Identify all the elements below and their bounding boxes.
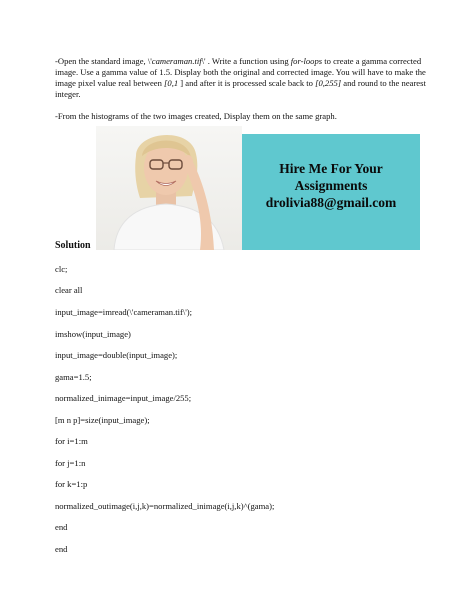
code-line: clc; — [55, 264, 68, 274]
question-text-2: \' . Write a function using — [201, 56, 291, 66]
code-line: clear all — [55, 285, 83, 295]
woman-photo-illustration — [96, 126, 242, 250]
code-line: normalized_outimage(i,j,k)=normalized_inimage(i,j,k)^(gama); — [55, 501, 275, 511]
filename-italic: cameraman.tif — [151, 56, 202, 66]
code-line: normalized_inimage=input_image/255; — [55, 393, 192, 403]
code-line: input_image=double(input_image); — [55, 350, 178, 360]
for-loops-italic: for-loops — [290, 56, 323, 66]
code-line: gama=1.5; — [55, 372, 92, 382]
code-line: end — [55, 544, 68, 554]
range-0255-italic: [0,255] — [315, 78, 342, 88]
code-line: end — [55, 522, 68, 532]
woman-photo — [96, 126, 242, 250]
code-line: for j=1:n — [55, 458, 86, 468]
question-text-4: ] and after it is processed scale back to — [178, 78, 316, 88]
ad-headline: Hire Me For Your — [279, 161, 383, 176]
ad-email[interactable]: drolivia88@gmail.com — [265, 195, 397, 210]
code-line: for i=1:m — [55, 436, 88, 446]
solution-heading: Solution — [55, 240, 91, 251]
ad-banner[interactable] — [96, 126, 420, 250]
question-text-3: to create a gamma corrected image. Use a gamma value of 1.5. Display both the original and corrected image. You will have to make the image pixel value real between — [55, 56, 426, 88]
code-line: for k=1:p — [55, 479, 88, 489]
ad-subheadline: Assignments — [294, 178, 368, 193]
histogram-instruction: -From the histograms of the two images created, Display them on the same graph. — [55, 111, 337, 121]
code-line: imshow(input_image) — [55, 329, 131, 339]
code-line: [m n p]=size(input_image); — [55, 415, 150, 425]
question-paragraph — [55, 56, 427, 100]
question-text-5: and round to the nearest integer. — [55, 78, 426, 99]
range-01-italic: [0,1 — [164, 78, 179, 88]
code-line: input_image=imread(\'cameraman.tif\'); — [55, 307, 193, 317]
question-text-1: -Open the standard image, \' — [55, 56, 152, 66]
